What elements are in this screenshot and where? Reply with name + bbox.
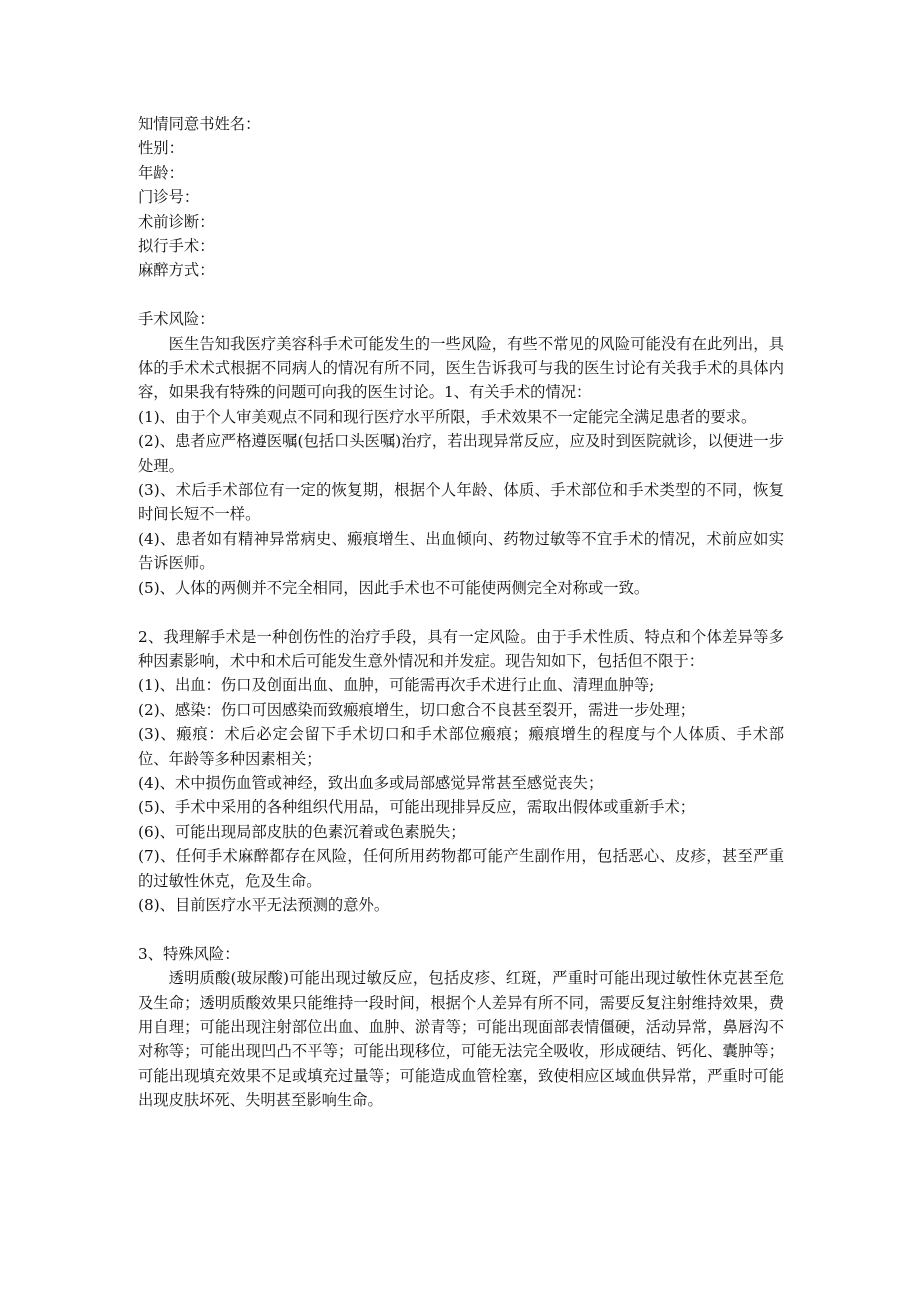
section2-intro: 2、我理解手术是一种创伤性的治疗手段，具有一定风险。由于手术性质、特点和个体差异等多种因素影响，术中和术后可能发生意外情况和并发症。现告知如下，包括但不限于： <box>138 627 784 670</box>
spacer <box>138 917 784 941</box>
section3-body: 透明质酸(玻尿酸)可能出现过敏反应，包括皮疹、红斑，严重时可能出现过敏性休克甚至危及生命；透明质酸效果只能维持一段时间，根据个人差异有所不同，需要反复注射维持效果，费用自理；可能出现注射部位出血、血肿、淤青等；可能出现面部表情僵硬，活动异常，鼻唇沟不对称等；可能出现凹凸不平等；可能出现移位，可能无法完全吸收，形成硬结、钙化、囊肿等；可能出现填充效果不足或填充过量等；可能造成血管栓塞，致使相应区域血供异常，严重时可能出现皮肤坏死、失明甚至影响生命。 <box>138 969 784 1110</box>
spacer <box>138 283 784 307</box>
field-planned-surgery: 拟行手术： <box>138 237 215 256</box>
section1-item: (2)、患者应严格遵医嘱(包括口头医嘱)治疗，若出现异常反应，应及时到医院就诊，以便进一步处理。 <box>138 432 784 475</box>
section1-item: (4)、患者如有精神异常病史、瘢痕增生、出血倾向、药物过敏等不宜手术的情况，术前应如实告诉医师。 <box>138 529 784 573</box>
risks-intro: 医生告知我医疗美容科手术可能发生的一些风险，有些不常见的风险可能没有在此列出，具体的手术术式根据不同病人的情况有所不同，医生告诉我可与我的医生讨论有关我手术的具体内容，如果我有特殊的问题可向我的医生讨论。1、有关手术的情况： <box>138 334 784 402</box>
section2-item: (1)、出血：伤口及创面出血、血肿，可能需再次手术进行止血、清理血肿等; <box>138 676 655 695</box>
section2-item: (6)、可能出现局部皮肤的色素沉着或色素脱失； <box>138 822 466 841</box>
consent-document <box>138 112 784 1113</box>
section2-item: (2)、感染：伤口可因感染而致瘢痕增生，切口愈合不良甚至裂开，需进一步处理； <box>138 700 696 719</box>
section1-item: (3)、术后手术部位有一定的恢复期，根据个人年龄、体质、手术部位和手术类型的不同，恢复时间长短不一样。 <box>138 481 784 524</box>
field-name: 知情同意书姓名： <box>138 115 261 133</box>
field-outpatient-number: 门诊号： <box>138 188 200 207</box>
spacer <box>138 600 784 624</box>
field-gender: 性别： <box>138 139 184 158</box>
section2-item: (4)、术中损伤血管或神经，致出血多或局部感觉异常甚至感觉丧失； <box>138 773 604 792</box>
section2-item: (3)、瘢痕：术后必定会留下手术切口和手术部位瘢痕；瘢痕增生的程度与个人体质、手术部位、年龄等多种因素相关； <box>138 725 784 768</box>
section1-item: (1)、由于个人审美观点不同和现行医疗水平所限，手术效果不一定能完全满足患者的要求。 <box>138 407 757 426</box>
field-age: 年龄： <box>138 163 184 182</box>
field-anesthesia: 麻醉方式： <box>138 261 215 280</box>
section1-item: (5)、人体的两侧并不完全相同，因此手术也不可能使两侧完全对称或一致。 <box>138 578 650 597</box>
section2-item: (8)、目前医疗水平无法预测的意外。 <box>138 895 390 914</box>
field-preop-diagnosis: 术前诊断： <box>138 212 215 231</box>
risks-title: 手术风险： <box>138 310 215 329</box>
section2-item: (5)、手术中采用的各种组织代用品，可能出现排异反应，需取出假体或重新手术； <box>138 798 696 817</box>
section2-item: (7)、任何手术麻醉都存在风险，任何所用药物都可能产生副作用，包括恶心、皮疹，甚至严重的过敏性休克，危及生命。 <box>138 847 784 890</box>
section3-title: 3、特殊风险： <box>138 944 240 963</box>
